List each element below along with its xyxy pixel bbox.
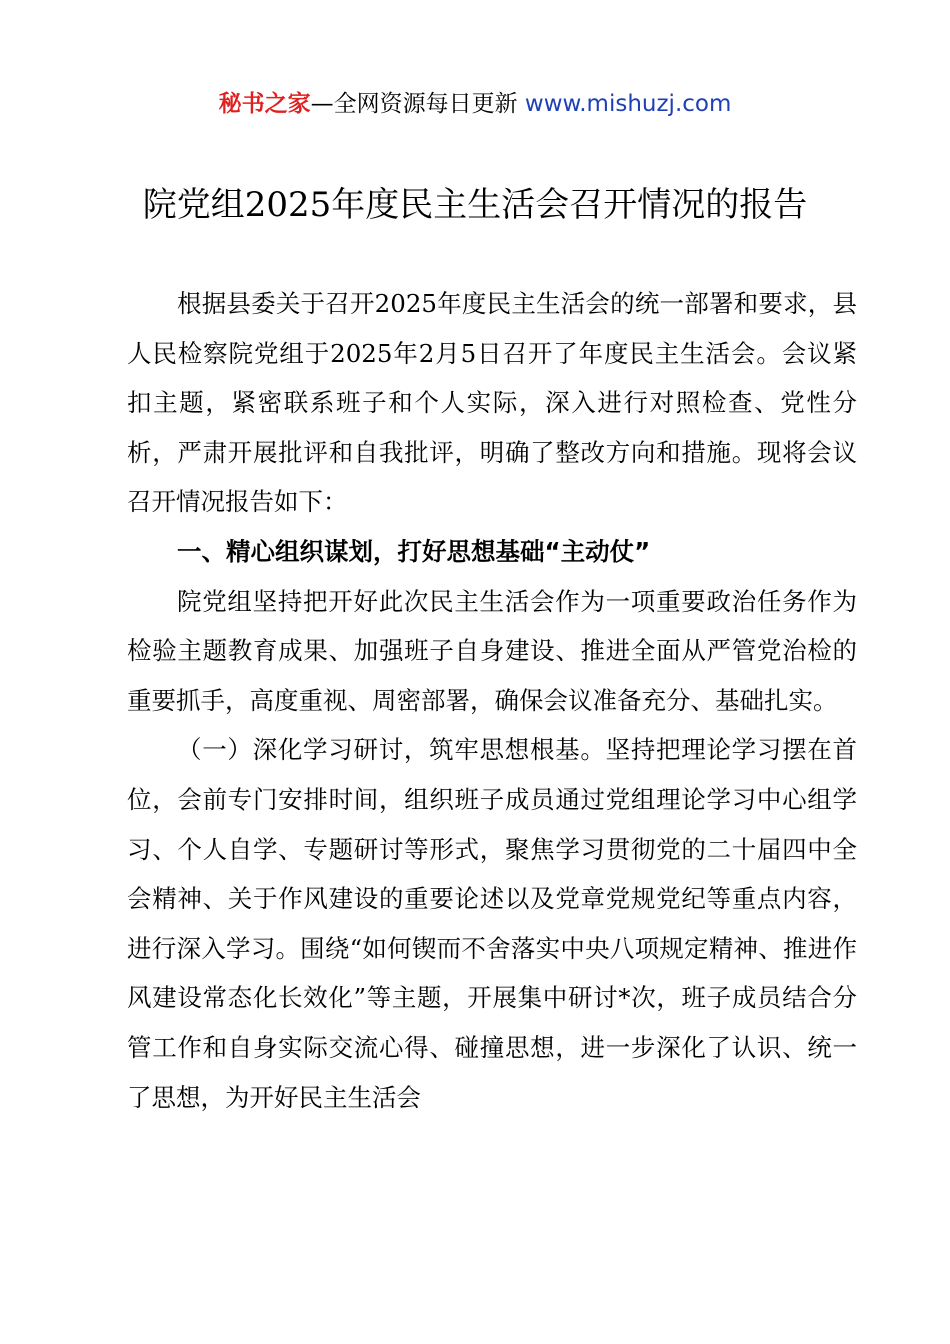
intro-paragraph: 根据县委关于召开2025年度民主生活会的统一部署和要求，县人民检察院党组于2025年2月5日召开了年度民主生活会。会议紧扣主题，紧密联系班子和个人实际，深入进行对照检查、党性分析，严肃开展批评和自我批评，明确了整改方向和措施。现将会议召开情况报告如下： — [127, 289, 857, 517]
document-body — [127, 279, 857, 1122]
section-paragraph: 院党组坚持把开好此次民主生活会作为一项重要政治任务作为检验主题教育成果、加强班子自身建设、推进全面从严管党治检的重要抓手，高度重视、周密部署，确保会议准备充分、基础扎实。 — [127, 586, 857, 715]
subsection-heading: （一）深化学习研讨，筑牢思想根基。 — [177, 735, 606, 765]
site-header — [0, 86, 950, 122]
document-title: 院党组2025年度民主生活会召开情况的报告 — [142, 185, 808, 225]
subsection-text: 坚持把理论学习摆在首位，会前专门安排时间，组织班子成员通过党组理论学习中心组学习、个人自学、专题研讨等形式，聚焦学习贯彻党的二十届四中全会精神、关于作风建设的重要论述以及党章党规党纪等重点内容，进行深入学习。围绕“如何锲而不舍落实中央八项规定精神、推进作风建设常态化长效化”等主题，开展集中研讨*次，班子成员结合分管工作和自身实际交流心得、碰撞思想，进一步深化了认识、统一了思想，为开好民主生活会 — [127, 735, 858, 1112]
site-tagline: —全网资源每日更新 — [310, 91, 525, 117]
subsection-paragraph — [127, 725, 857, 1122]
site-url-link[interactable]: www.mishuzj.com — [524, 91, 732, 117]
section-heading: 一、精心组织谋划，打好思想基础“主动仗” — [177, 536, 651, 566]
site-brand: 秘书之家 — [218, 91, 311, 117]
